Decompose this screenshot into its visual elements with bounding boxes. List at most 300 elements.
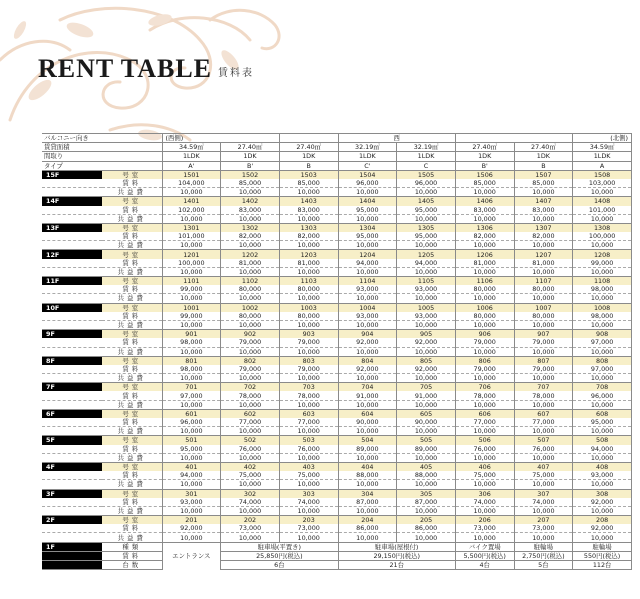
room-number: 204: [338, 516, 397, 525]
rent-value: 77,000: [221, 418, 280, 427]
common-fee-value: 10,000: [338, 374, 397, 383]
room-number: 603: [279, 409, 338, 418]
rent-value: 99,000: [162, 285, 221, 294]
floor-room-row: [42, 170, 632, 179]
rent-value: 92,000: [162, 524, 221, 533]
room-number: 708: [573, 383, 632, 392]
room-number: 1503: [279, 170, 338, 179]
floor-badge: 14F: [42, 197, 102, 206]
room-number: 502: [221, 436, 280, 445]
floor-badge: 4F: [42, 462, 102, 471]
common-fee-value: 10,000: [338, 400, 397, 409]
common-fee-value: 10,000: [279, 241, 338, 250]
room-label: 号室: [102, 223, 162, 232]
room-number: 1401: [162, 197, 221, 206]
room-number: 307: [514, 489, 573, 498]
floor-fee-row: [42, 374, 632, 383]
area-row-cell: 32.19㎡: [338, 143, 397, 152]
room-number: 205: [397, 516, 456, 525]
common-fee-value: 10,000: [162, 320, 221, 329]
floor-fee-row: [42, 480, 632, 489]
common-fee-value: 10,000: [338, 506, 397, 515]
floor-spacer: [42, 445, 102, 454]
common-fee-value: 10,000: [162, 453, 221, 462]
floor-badge: 1F: [42, 542, 102, 551]
floor-spacer: [42, 391, 102, 400]
floor-spacer: [42, 374, 102, 383]
room-number: 1004: [338, 303, 397, 312]
rent-value: 79,000: [279, 338, 338, 347]
rent-value: 96,000: [397, 179, 456, 188]
common-fee-value: 10,000: [338, 453, 397, 462]
room-number: 1507: [514, 170, 573, 179]
common-fee-label: 共益費: [102, 533, 162, 542]
room-number: 901: [162, 330, 221, 339]
common-fee-label: 共益費: [102, 347, 162, 356]
rent-value: 80,000: [514, 285, 573, 294]
rent-value: 82,000: [221, 232, 280, 241]
common-fee-value: 10,000: [573, 188, 632, 197]
facility-count: 5台: [514, 561, 573, 570]
rent-value: 74,000: [279, 498, 338, 507]
common-fee-value: 10,000: [455, 480, 514, 489]
rent-value: 76,000: [455, 445, 514, 454]
floor-rent-row: [42, 365, 632, 374]
rent-value: 95,000: [338, 206, 397, 215]
floor-badge: 15F: [42, 170, 102, 179]
rent-value: 81,000: [455, 259, 514, 268]
floor-spacer: [42, 427, 102, 436]
floor-room-row: [42, 303, 632, 312]
room-number: 505: [397, 436, 456, 445]
rent-value: 89,000: [397, 445, 456, 454]
common-fee-label: 共益費: [102, 267, 162, 276]
first-floor-count-row: [42, 561, 632, 570]
layout-row-cell: 1DK: [221, 152, 280, 161]
room-number: 704: [338, 383, 397, 392]
facility-type: 駐輪場: [573, 542, 632, 551]
room-number: 1006: [455, 303, 514, 312]
common-fee-value: 10,000: [573, 214, 632, 223]
rent-value: 92,000: [338, 338, 397, 347]
rent-label: 賃料: [102, 232, 162, 241]
common-fee-value: 10,000: [514, 320, 573, 329]
layout-row-label: 間取り: [42, 152, 162, 161]
facility-type: 駐車場(平置き): [221, 542, 338, 551]
layout-row: [42, 152, 632, 161]
floor-spacer: [42, 533, 102, 542]
common-fee-value: 10,000: [397, 294, 456, 303]
rent-label: 賃料: [102, 471, 162, 480]
rent-value: 99,000: [162, 312, 221, 321]
common-fee-value: 10,000: [514, 427, 573, 436]
type-row-cell: B: [279, 161, 338, 170]
floor-spacer: [42, 498, 102, 507]
room-number: 207: [514, 516, 573, 525]
rent-value: 95,000: [162, 445, 221, 454]
common-fee-value: 10,000: [338, 347, 397, 356]
room-label: 号室: [102, 489, 162, 498]
floor-rent-row: [42, 259, 632, 268]
facility-rent: 5,500円(税込): [455, 551, 514, 560]
room-label: 号室: [102, 250, 162, 259]
room-label: 号室: [102, 170, 162, 179]
room-number: 1306: [455, 223, 514, 232]
rent-value: 91,000: [397, 391, 456, 400]
room-number: 1105: [397, 277, 456, 286]
floor-spacer: [42, 241, 102, 250]
room-number: 1405: [397, 197, 456, 206]
floor-spacer: [42, 506, 102, 515]
rent-value: 77,000: [514, 418, 573, 427]
room-number: 1303: [279, 223, 338, 232]
floor-spacer: [42, 551, 102, 560]
floor-rent-row: [42, 338, 632, 347]
common-fee-value: 10,000: [162, 214, 221, 223]
floor-room-row: [42, 197, 632, 206]
rent-value: 87,000: [338, 498, 397, 507]
common-fee-value: 10,000: [162, 480, 221, 489]
rent-value: 85,000: [221, 179, 280, 188]
room-number: 201: [162, 516, 221, 525]
common-fee-value: 10,000: [455, 320, 514, 329]
room-number: 905: [397, 330, 456, 339]
floor-badge: 5F: [42, 436, 102, 445]
rent-value: 80,000: [221, 312, 280, 321]
common-fee-value: 10,000: [162, 533, 221, 542]
rent-value: 82,000: [455, 232, 514, 241]
floor-badge: 3F: [42, 489, 102, 498]
rent-value: 78,000: [221, 391, 280, 400]
room-number: 706: [455, 383, 514, 392]
type-row-cell: A': [162, 161, 221, 170]
type-row-cell: B: [514, 161, 573, 170]
room-number: 1308: [573, 223, 632, 232]
room-number: 206: [455, 516, 514, 525]
room-number: 301: [162, 489, 221, 498]
facility-type: 駐車場(屋根付): [338, 542, 455, 551]
room-number: 1504: [338, 170, 397, 179]
rent-table: [42, 133, 632, 570]
type-row-cell: B': [455, 161, 514, 170]
rent-value: 93,000: [397, 285, 456, 294]
common-fee-value: 10,000: [514, 533, 573, 542]
room-number: 807: [514, 356, 573, 365]
rent-value: 88,000: [397, 471, 456, 480]
common-fee-value: 10,000: [338, 294, 397, 303]
layout-row-cell: 1LDK: [397, 152, 456, 161]
common-fee-value: 10,000: [279, 188, 338, 197]
common-fee-value: 10,000: [338, 320, 397, 329]
common-fee-value: 10,000: [514, 400, 573, 409]
room-number: 308: [573, 489, 632, 498]
room-number: 806: [455, 356, 514, 365]
floor-spacer: [42, 524, 102, 533]
rent-value: 98,000: [573, 312, 632, 321]
room-number: 506: [455, 436, 514, 445]
rent-value: 88,000: [338, 471, 397, 480]
floor-spacer: [42, 561, 102, 570]
common-fee-value: 10,000: [279, 374, 338, 383]
rent-value: 100,000: [162, 259, 221, 268]
common-fee-value: 10,000: [221, 267, 280, 276]
layout-row-cell: 1LDK: [162, 152, 221, 161]
common-fee-value: 10,000: [221, 214, 280, 223]
floor-spacer: [42, 206, 102, 215]
rent-value: 90,000: [338, 418, 397, 427]
room-number: 1008: [573, 303, 632, 312]
rent-label: 賃料: [102, 524, 162, 533]
room-number: 801: [162, 356, 221, 365]
common-fee-value: 10,000: [279, 347, 338, 356]
room-number: 1501: [162, 170, 221, 179]
room-number: 406: [455, 462, 514, 471]
rent-value: 98,000: [162, 338, 221, 347]
room-number: 404: [338, 462, 397, 471]
floor-room-row: [42, 409, 632, 418]
facility-rent-label: 賃料: [102, 551, 162, 560]
rent-value: 103,000: [573, 179, 632, 188]
rent-value: 81,000: [279, 259, 338, 268]
floor-badge: 9F: [42, 330, 102, 339]
common-fee-value: 10,000: [455, 506, 514, 515]
common-fee-value: 10,000: [221, 480, 280, 489]
floor-rent-row: [42, 524, 632, 533]
room-number: 1402: [221, 197, 280, 206]
common-fee-value: 10,000: [455, 241, 514, 250]
common-fee-value: 10,000: [397, 188, 456, 197]
rent-value: 86,000: [338, 524, 397, 533]
common-fee-value: 10,000: [455, 400, 514, 409]
room-label: 号室: [102, 383, 162, 392]
floor-fee-row: [42, 214, 632, 223]
common-fee-label: 共益費: [102, 400, 162, 409]
common-fee-value: 10,000: [221, 400, 280, 409]
rent-value: 94,000: [338, 259, 397, 268]
type-label: 種類: [102, 542, 162, 551]
room-number: 508: [573, 436, 632, 445]
floor-room-row: [42, 462, 632, 471]
common-fee-value: 10,000: [162, 374, 221, 383]
room-number: 208: [573, 516, 632, 525]
rent-value: 79,000: [514, 365, 573, 374]
room-number: 202: [221, 516, 280, 525]
room-number: 304: [338, 489, 397, 498]
area-row-cell: 27.40㎡: [455, 143, 514, 152]
rent-value: 82,000: [514, 232, 573, 241]
rent-value: 80,000: [279, 312, 338, 321]
floor-badge: 8F: [42, 356, 102, 365]
page-title: RENT TABLE: [38, 54, 213, 83]
common-fee-value: 10,000: [397, 241, 456, 250]
room-number: 703: [279, 383, 338, 392]
floor-room-row: [42, 330, 632, 339]
common-fee-value: 10,000: [279, 453, 338, 462]
common-fee-label: 共益費: [102, 453, 162, 462]
rent-label: 賃料: [102, 338, 162, 347]
rent-value: 73,000: [455, 524, 514, 533]
rent-value: 75,000: [221, 471, 280, 480]
common-fee-value: 10,000: [338, 241, 397, 250]
common-fee-value: 10,000: [221, 347, 280, 356]
rent-value: 95,000: [573, 418, 632, 427]
area-row-cell: 27.40㎡: [514, 143, 573, 152]
area-row-cell: 32.19㎡: [397, 143, 456, 152]
facility-rent: 2,750円(税込): [514, 551, 573, 560]
room-label: 号室: [102, 462, 162, 471]
facility-type: 駐輪場: [514, 542, 573, 551]
room-number: 503: [279, 436, 338, 445]
area-row-cell: 34.59㎡: [162, 143, 221, 152]
common-fee-value: 10,000: [221, 320, 280, 329]
rent-value: 96,000: [338, 179, 397, 188]
room-number: 1305: [397, 223, 456, 232]
common-fee-value: 10,000: [221, 188, 280, 197]
room-number: 705: [397, 383, 456, 392]
rent-value: 96,000: [573, 391, 632, 400]
room-number: 1005: [397, 303, 456, 312]
common-fee-value: 10,000: [221, 241, 280, 250]
common-fee-label: 共益費: [102, 506, 162, 515]
rent-value: 96,000: [162, 418, 221, 427]
room-label: 号室: [102, 303, 162, 312]
rent-value: 92,000: [397, 365, 456, 374]
rent-value: 76,000: [279, 445, 338, 454]
room-number: 1102: [221, 277, 280, 286]
room-number: 1206: [455, 250, 514, 259]
room-number: 1404: [338, 197, 397, 206]
room-number: 602: [221, 409, 280, 418]
common-fee-value: 10,000: [397, 267, 456, 276]
room-number: 1101: [162, 277, 221, 286]
balcony-blank: [455, 134, 572, 143]
rent-value: 83,000: [221, 206, 280, 215]
room-number: 803: [279, 356, 338, 365]
page-subtitle: 賃料表: [218, 68, 254, 79]
rent-value: 95,000: [338, 232, 397, 241]
floor-badge: 12F: [42, 250, 102, 259]
room-number: 1103: [279, 277, 338, 286]
room-number: 203: [279, 516, 338, 525]
floor-fee-row: [42, 347, 632, 356]
rent-value: 100,000: [573, 232, 632, 241]
room-number: 908: [573, 330, 632, 339]
rent-value: 81,000: [514, 259, 573, 268]
common-fee-value: 10,000: [455, 188, 514, 197]
floor-fee-row: [42, 400, 632, 409]
common-fee-label: 共益費: [102, 374, 162, 383]
floor-spacer: [42, 471, 102, 480]
room-number: 1003: [279, 303, 338, 312]
common-fee-value: 10,000: [397, 533, 456, 542]
rent-value: 102,000: [162, 206, 221, 215]
common-fee-value: 10,000: [573, 533, 632, 542]
room-number: 1208: [573, 250, 632, 259]
rent-value: 78,000: [455, 391, 514, 400]
common-fee-value: 10,000: [573, 374, 632, 383]
facility-count: 21台: [338, 561, 455, 570]
room-number: 1408: [573, 197, 632, 206]
common-fee-value: 10,000: [397, 214, 456, 223]
facility-count: 4台: [455, 561, 514, 570]
common-fee-value: 10,000: [573, 294, 632, 303]
rent-value: 93,000: [573, 471, 632, 480]
common-fee-value: 10,000: [338, 214, 397, 223]
layout-row-cell: 1LDK: [338, 152, 397, 161]
rent-label: 賃料: [102, 365, 162, 374]
rent-label: 賃料: [102, 391, 162, 400]
room-label: 号室: [102, 409, 162, 418]
room-label: 号室: [102, 330, 162, 339]
room-number: 1108: [573, 277, 632, 286]
common-fee-value: 10,000: [514, 241, 573, 250]
rent-label: 賃料: [102, 179, 162, 188]
rent-label: 賃料: [102, 259, 162, 268]
rent-value: 78,000: [514, 391, 573, 400]
common-fee-value: 10,000: [573, 347, 632, 356]
room-number: 306: [455, 489, 514, 498]
rent-value: 80,000: [455, 312, 514, 321]
floor-fee-row: [42, 188, 632, 197]
common-fee-value: 10,000: [221, 427, 280, 436]
floor-room-row: [42, 383, 632, 392]
layout-row-cell: 1LDK: [573, 152, 632, 161]
common-fee-value: 10,000: [514, 480, 573, 489]
common-fee-value: 10,000: [162, 294, 221, 303]
rent-value: 95,000: [397, 232, 456, 241]
area-row-cell: 27.40㎡: [279, 143, 338, 152]
rent-value: 73,000: [279, 524, 338, 533]
rent-value: 85,000: [455, 179, 514, 188]
rent-value: 78,000: [279, 391, 338, 400]
common-fee-value: 10,000: [455, 374, 514, 383]
type-row-cell: A: [573, 161, 632, 170]
common-fee-value: 10,000: [573, 506, 632, 515]
area-row-cell: 27.40㎡: [221, 143, 280, 152]
common-fee-value: 10,000: [279, 294, 338, 303]
room-number: 1202: [221, 250, 280, 259]
floor-rent-row: [42, 418, 632, 427]
rent-value: 93,000: [162, 498, 221, 507]
room-number: 607: [514, 409, 573, 418]
room-number: 403: [279, 462, 338, 471]
room-number: 1302: [221, 223, 280, 232]
type-row: [42, 161, 632, 170]
common-fee-value: 10,000: [279, 427, 338, 436]
common-fee-value: 10,000: [397, 480, 456, 489]
common-fee-value: 10,000: [279, 480, 338, 489]
entrance-cell: エントランス: [162, 542, 221, 570]
common-fee-value: 10,000: [162, 427, 221, 436]
balcony-row: [42, 134, 632, 143]
floor-rent-row: [42, 498, 632, 507]
floor-room-row: [42, 250, 632, 259]
layout-row-cell: 1DK: [514, 152, 573, 161]
room-number: 707: [514, 383, 573, 392]
room-number: 906: [455, 330, 514, 339]
rent-value: 73,000: [221, 524, 280, 533]
rent-value: 75,000: [514, 471, 573, 480]
room-number: 1207: [514, 250, 573, 259]
floor-rent-row: [42, 232, 632, 241]
balcony-blank: [221, 134, 280, 143]
floor-fee-row: [42, 533, 632, 542]
room-number: 1508: [573, 170, 632, 179]
room-number: 405: [397, 462, 456, 471]
room-number: 1502: [221, 170, 280, 179]
area-row-label: 賃貸面積: [42, 143, 162, 152]
balcony-value: 西: [338, 134, 455, 143]
